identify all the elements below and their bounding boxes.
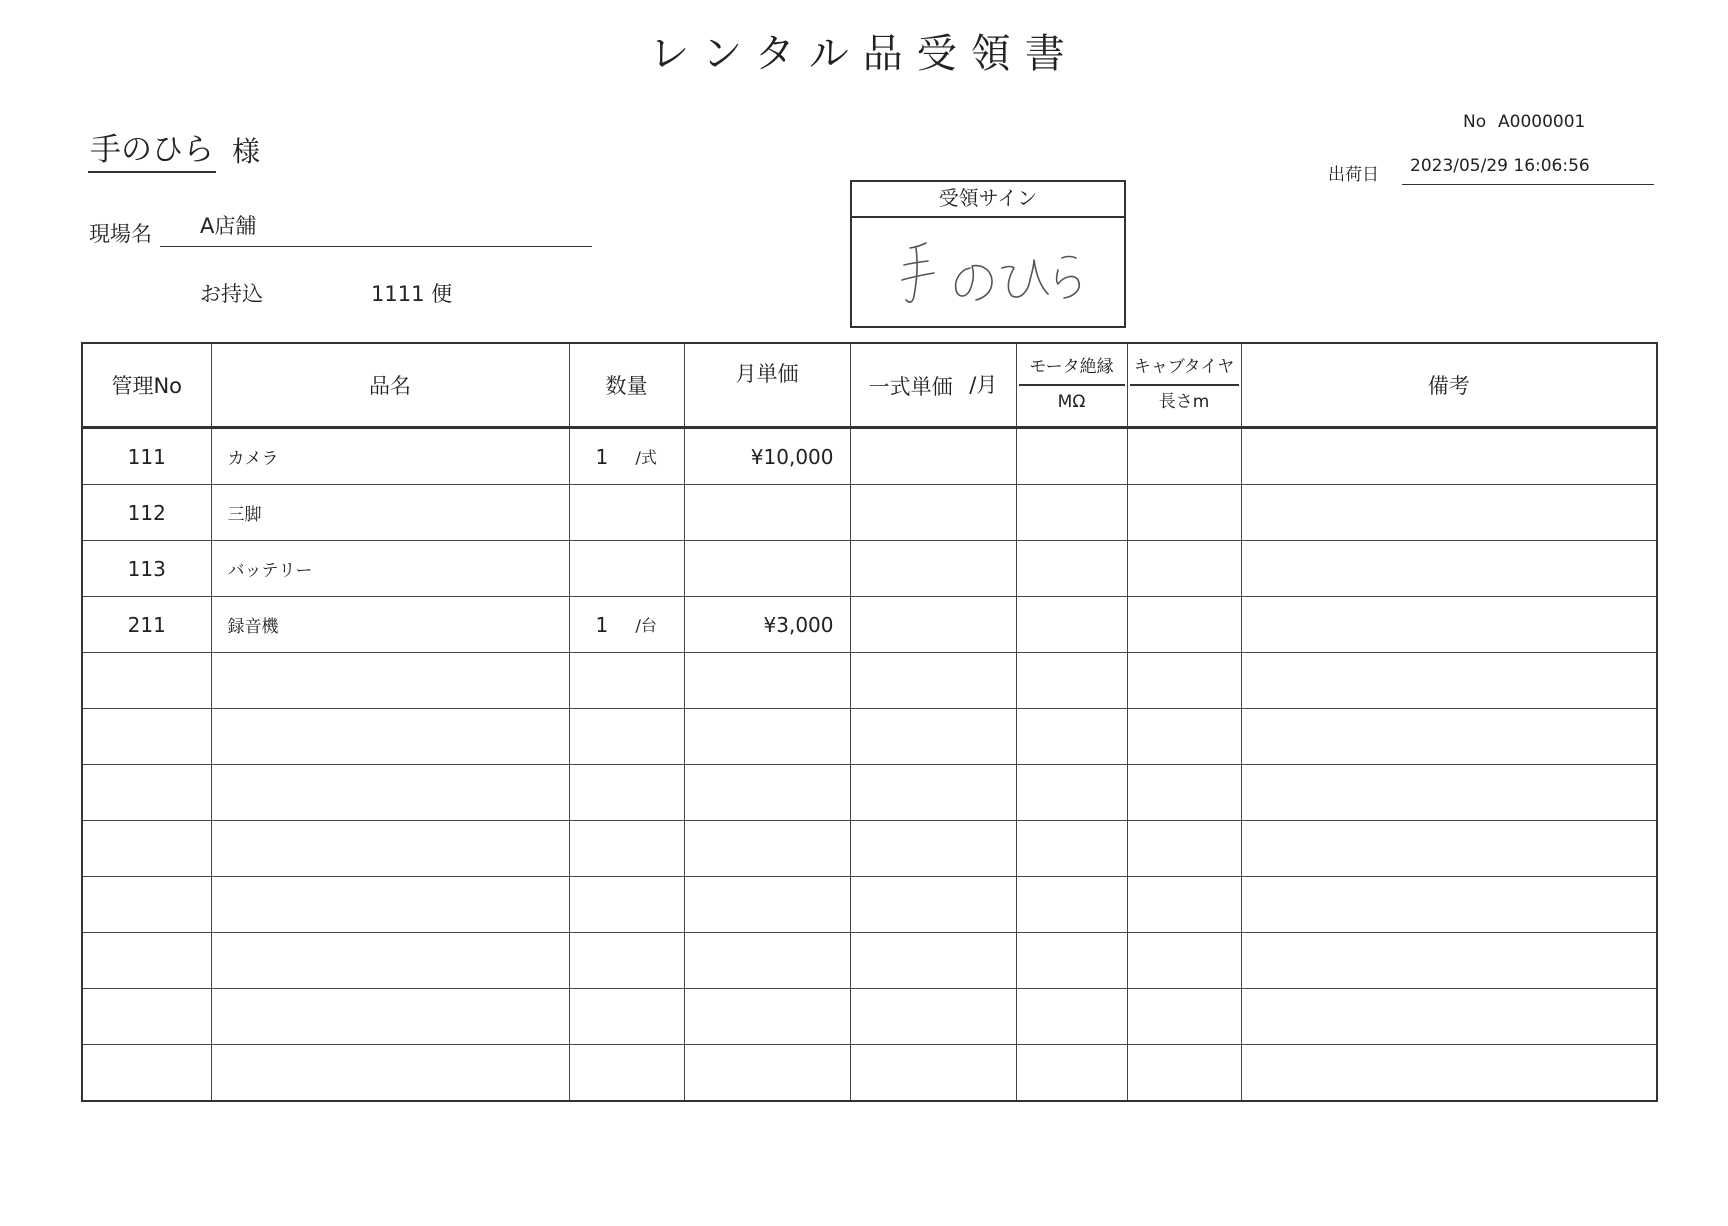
cell-cabtire-length <box>1127 877 1241 933</box>
cell-remarks <box>1241 653 1657 709</box>
ship-date-value: 2023/05/29 16:06:56 <box>1402 156 1654 185</box>
cell-quantity <box>569 597 684 653</box>
cell-motor-insulation <box>1016 428 1127 485</box>
cell-cabtire-length <box>1127 709 1241 765</box>
cell-item-name <box>211 765 569 821</box>
items-table <box>81 342 1658 1102</box>
cell-item-name <box>211 709 569 765</box>
table-row <box>82 428 1657 485</box>
cell-monthly-price <box>684 709 850 765</box>
cell-item-name <box>211 877 569 933</box>
cell-cabtire-length <box>1127 765 1241 821</box>
cell-motor-insulation <box>1016 709 1127 765</box>
cell-control-no: 113 <box>82 541 211 597</box>
cell-motor-insulation <box>1016 877 1127 933</box>
header-quantity: 数量 <box>569 343 684 428</box>
header-motor-bottom: MΩ <box>1057 392 1086 412</box>
cell-set-price <box>850 428 1016 485</box>
cell-cabtire-length <box>1127 933 1241 989</box>
cell-control-no: 111 <box>82 428 211 485</box>
cell-motor-insulation <box>1016 1045 1127 1102</box>
cell-qty-number: 1 <box>595 612 609 637</box>
table-header-row <box>82 343 1657 428</box>
table-row <box>82 877 1657 933</box>
cell-remarks <box>1241 933 1657 989</box>
header-set-price <box>850 343 1016 428</box>
cell-monthly-price <box>684 541 850 597</box>
honorific: 様 <box>232 135 261 168</box>
cell-motor-insulation <box>1016 933 1127 989</box>
cell-item-name: カメラ <box>211 428 569 485</box>
document-no-value: A0000001 <box>1498 112 1586 132</box>
cell-item-name <box>211 933 569 989</box>
cell-remarks <box>1241 1045 1657 1102</box>
cell-motor-insulation <box>1016 989 1127 1045</box>
header-motor-insulation <box>1016 343 1127 428</box>
cell-monthly-price <box>684 933 850 989</box>
cell-monthly-price <box>684 821 850 877</box>
cell-set-price <box>850 989 1016 1045</box>
cell-cabtire-length <box>1127 485 1241 541</box>
cell-cabtire-length <box>1127 653 1241 709</box>
cell-set-price <box>850 485 1016 541</box>
header-remarks: 備考 <box>1241 343 1657 428</box>
header-monthly-price: 月単価 <box>684 343 850 428</box>
cell-quantity <box>569 653 684 709</box>
cell-monthly-price <box>684 765 850 821</box>
cell-control-no <box>82 1045 211 1102</box>
cell-qty-number: 1 <box>595 444 609 469</box>
cell-motor-insulation <box>1016 485 1127 541</box>
cell-item-name: バッテリー <box>211 541 569 597</box>
cell-remarks <box>1241 821 1657 877</box>
table-row <box>82 541 1657 597</box>
handwritten-signature <box>852 218 1124 328</box>
table-row <box>82 653 1657 709</box>
table-row <box>82 1045 1657 1102</box>
site-label: 現場名 <box>89 222 152 246</box>
header-item-name: 品名 <box>211 343 569 428</box>
cell-item-name <box>211 1045 569 1102</box>
cell-cabtire-length <box>1127 541 1241 597</box>
delivery-label: お持込 <box>200 282 263 306</box>
cell-cabtire-length <box>1127 428 1241 485</box>
cell-set-price <box>850 933 1016 989</box>
delivery-value: 1111 便 <box>371 282 453 306</box>
ship-date-label: 出荷日 <box>1328 165 1379 185</box>
cell-monthly-price <box>684 989 850 1045</box>
signature-area <box>852 218 1124 328</box>
cell-control-no <box>82 821 211 877</box>
cell-set-price <box>850 765 1016 821</box>
cell-control-no <box>82 989 211 1045</box>
cell-cabtire-length <box>1127 989 1241 1045</box>
cell-set-price <box>850 877 1016 933</box>
cell-motor-insulation <box>1016 765 1127 821</box>
cell-item-name <box>211 821 569 877</box>
customer-name: 手のひら <box>88 124 216 173</box>
cell-monthly-price <box>684 653 850 709</box>
cell-control-no: 211 <box>82 597 211 653</box>
cell-quantity <box>569 989 684 1045</box>
cell-control-no <box>82 653 211 709</box>
cell-set-price <box>850 541 1016 597</box>
signature-box <box>850 180 1126 328</box>
table-row <box>82 485 1657 541</box>
cell-quantity <box>569 821 684 877</box>
header-cabtire-top: キャブタイヤ <box>1130 351 1239 386</box>
cell-item-name: 録音機 <box>211 597 569 653</box>
cell-remarks <box>1241 485 1657 541</box>
table-row <box>82 765 1657 821</box>
header-control-no: 管理No <box>82 343 211 428</box>
cell-remarks <box>1241 541 1657 597</box>
cell-control-no <box>82 933 211 989</box>
cell-set-price <box>850 1045 1016 1102</box>
table-row <box>82 989 1657 1045</box>
cell-qty-unit: /式 <box>635 448 657 467</box>
table-row <box>82 933 1657 989</box>
cell-motor-insulation <box>1016 597 1127 653</box>
cell-cabtire-length <box>1127 1045 1241 1102</box>
cell-quantity <box>569 765 684 821</box>
cell-monthly-price: ¥10,000 <box>684 428 850 485</box>
cell-set-price <box>850 597 1016 653</box>
site-value: A店舗 <box>160 210 592 247</box>
cell-remarks <box>1241 709 1657 765</box>
cell-remarks <box>1241 877 1657 933</box>
cell-quantity <box>569 933 684 989</box>
document-title: レンタル品受領書 <box>649 31 1079 77</box>
table-row <box>82 821 1657 877</box>
cell-control-no <box>82 765 211 821</box>
cell-item-name: 三脚 <box>211 485 569 541</box>
cell-motor-insulation <box>1016 653 1127 709</box>
cell-motor-insulation <box>1016 541 1127 597</box>
cell-remarks <box>1241 597 1657 653</box>
cell-quantity <box>569 709 684 765</box>
cell-quantity <box>569 877 684 933</box>
cell-set-price <box>850 709 1016 765</box>
cell-item-name <box>211 653 569 709</box>
cell-control-no <box>82 877 211 933</box>
cell-monthly-price: ¥3,000 <box>684 597 850 653</box>
cell-item-name <box>211 989 569 1045</box>
cell-monthly-price <box>684 1045 850 1102</box>
cell-monthly-price <box>684 485 850 541</box>
cell-motor-insulation <box>1016 821 1127 877</box>
header-set-price-label: 一式単価 <box>868 375 953 399</box>
document-no-label: No <box>1463 112 1487 132</box>
header-set-price-unit: /月 <box>969 373 998 397</box>
cell-quantity <box>569 541 684 597</box>
header-cabtire-bottom: 長さm <box>1158 392 1210 412</box>
cell-monthly-price <box>684 877 850 933</box>
cell-quantity <box>569 428 684 485</box>
cell-quantity <box>569 485 684 541</box>
header-motor-top: モータ絶縁 <box>1019 351 1125 386</box>
cell-cabtire-length <box>1127 597 1241 653</box>
signature-title: 受領サイン <box>852 182 1124 218</box>
cell-set-price <box>850 821 1016 877</box>
cell-remarks <box>1241 989 1657 1045</box>
cell-set-price <box>850 653 1016 709</box>
header-cabtire <box>1127 343 1241 428</box>
cell-quantity <box>569 1045 684 1102</box>
cell-control-no <box>82 709 211 765</box>
cell-control-no: 112 <box>82 485 211 541</box>
cell-cabtire-length <box>1127 821 1241 877</box>
table-row <box>82 709 1657 765</box>
cell-qty-unit: /台 <box>635 616 657 635</box>
cell-remarks <box>1241 765 1657 821</box>
cell-remarks <box>1241 428 1657 485</box>
table-row <box>82 597 1657 653</box>
